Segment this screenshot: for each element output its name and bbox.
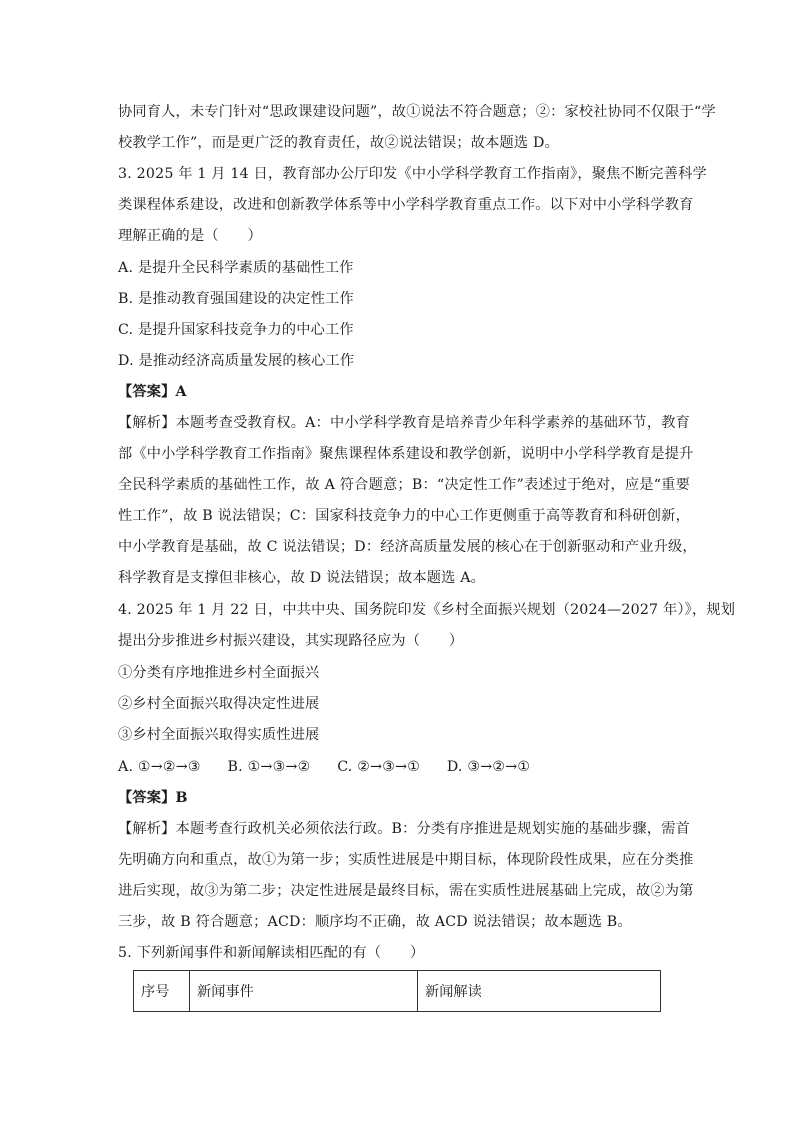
text-line: 协同育人，未专门针对“思政课建设问题”，故①说法不符合题意；②：家校社协同不仅限于“学 — [118, 104, 716, 120]
table-header-cell: 新闻解读 — [418, 971, 661, 1012]
question-5-stem: 5. 下列新闻事件和新闻解读相匹配的有（ ） — [118, 945, 425, 961]
question-4-analysis-line: 进后实现，故③为第二步；决定性进展是最终目标，需在实质性进展基础上完成，故②为第 — [118, 883, 694, 899]
table-header-cell: 序号 — [134, 971, 190, 1012]
question-4-answer: 【答案】B — [118, 790, 188, 806]
question-4-item-2: ②乡村全面振兴取得决定性进展 — [118, 696, 320, 712]
question-3-option-b: B. 是推动教育强国建设的决定性工作 — [118, 291, 354, 307]
question-3-stem-line: 理解正确的是（ ） — [118, 228, 262, 244]
question-3-analysis-line: 性工作”，故 B 说法错误；C：国家科技竞争力的中心工作更侧重于高等教育和科研创新， — [118, 508, 690, 524]
question-3-option-c: C. 是提升国家科技竞争力的中心工作 — [118, 322, 354, 338]
question-3-analysis-line: 科学教育是支撑但非核心，故 D 说法错误；故本题选 A。 — [118, 570, 486, 586]
question-4-analysis-line: 三步，故 B 符合题意；ACD：顺序均不正确，故 ACD 说法错误；故本题选 B。 — [118, 914, 632, 930]
table-header-row — [134, 971, 661, 1012]
table-header-cell: 新闻事件 — [190, 971, 418, 1012]
question-4-analysis-line: 先明确方向和重点，故①为第一步；实质性进展是中期目标，体现阶段性成果，应在分类推 — [118, 852, 694, 868]
question-3-option-a: A. 是提升全民科学素质的基础性工作 — [118, 260, 354, 276]
question-3-stem-line: 3. 2025 年 1 月 14 日，教育部办公厅印发《中小学科学教育工作指南》，聚焦不断完善科学 — [118, 166, 707, 182]
question-4-item-1: ①分类有序地推进乡村全面振兴 — [118, 665, 320, 681]
question-3-analysis-line: 全民科学素质的基础性工作，故 A 符合题意；B：“决定性工作”表述过于绝对，应是“重要 — [118, 477, 690, 493]
question-3-stem-line: 类课程体系建设，改进和创新教学体系等中小学科学教育重点工作。以下对中小学科学教育 — [118, 197, 694, 213]
question-4-analysis-line: 【解析】本题考查行政机关必须依法行政。B：分类有序推进是规划实施的基础步骤，需首 — [118, 821, 690, 837]
question-4-item-3: ③乡村全面振兴取得实质性进展 — [118, 727, 320, 743]
question-4-option-d: D. ③→②→① — [446, 759, 531, 775]
question-4-options — [118, 756, 552, 778]
question-3-answer: 【答案】A — [118, 384, 187, 400]
question-4-option-c: C. ②→③→① — [337, 759, 421, 775]
news-table — [133, 970, 661, 1012]
question-4-stem-line: 提出分步推进乡村振兴建设，其实现路径应为（ ） — [118, 633, 464, 649]
question-4-option-b: B. ①→③→② — [227, 759, 311, 775]
question-4-option-a: A. ①→②→③ — [118, 759, 201, 775]
text-line: 校教学工作”，而是更广泛的教育责任，故②说法错误；故本题选 D。 — [118, 135, 559, 151]
question-3-analysis-line: 部《中小学科学教育工作指南》聚焦课程体系建设和教学创新，说明中小学科学教育是提升 — [118, 446, 694, 462]
question-3-option-d: D. 是推动经济高质量发展的核心工作 — [118, 353, 355, 369]
question-3-analysis-line: 中小学教育是基础，故 C 说法错误；D：经济高质量发展的核心在于创新驱动和产业升级， — [118, 539, 697, 555]
question-4-stem-line: 4. 2025 年 1 月 22 日，中共中央、国务院印发《乡村全面振兴规划（2024—2027 年）》，规划 — [118, 602, 736, 618]
question-3-analysis-line: 【解析】本题考查受教育权。A：中小学科学教育是培养青少年科学素养的基础环节，教育 — [118, 415, 690, 431]
